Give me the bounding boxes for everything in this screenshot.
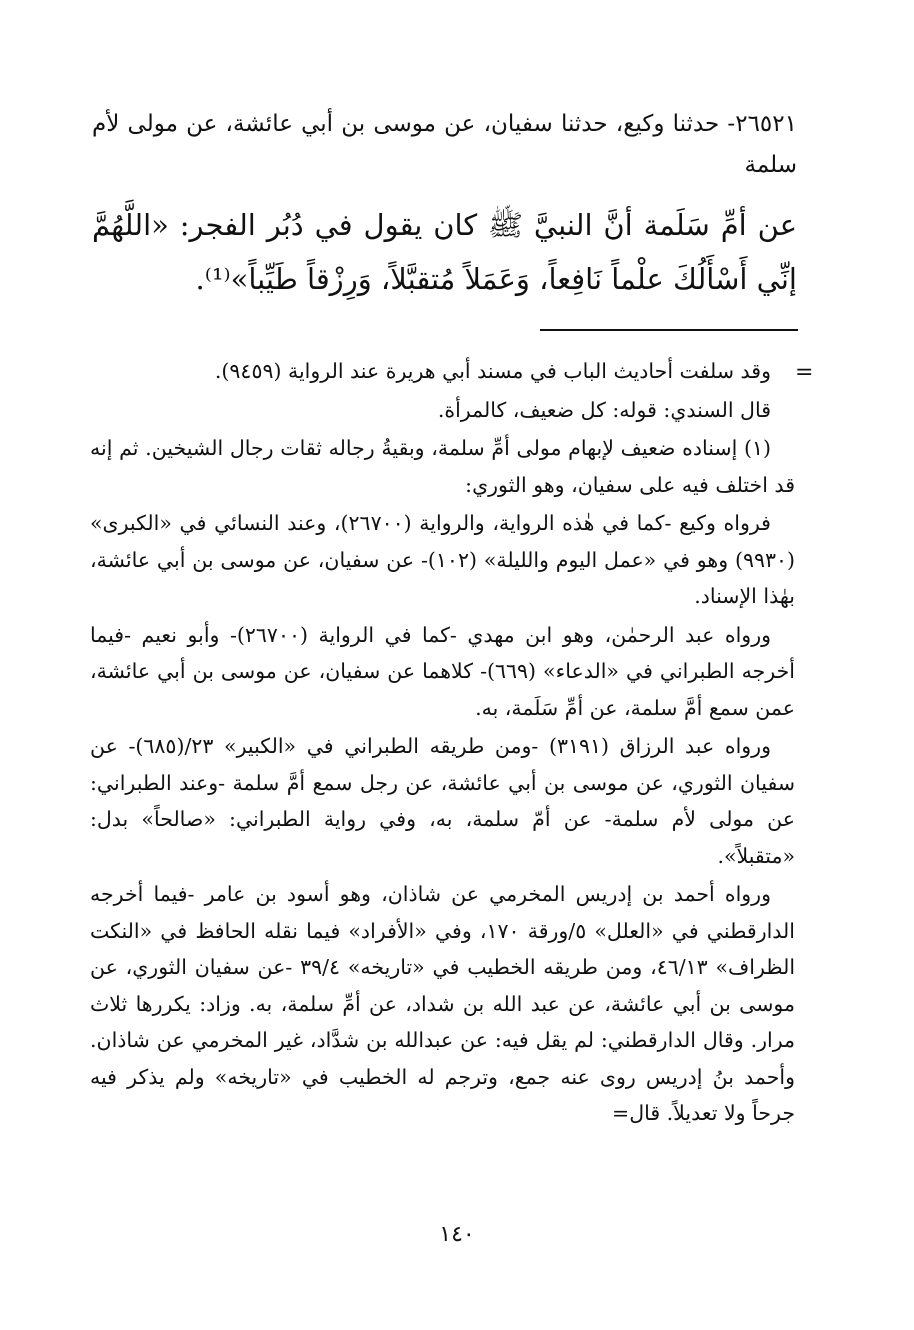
footnote-continuation-mark: = <box>795 360 814 385</box>
footnote-paragraph: ورواه أحمد بن إدريس المخرمي عن شاذان، وهو أسود بن عامر -فيما أخرجه الدارقطني في «العلل» ٥/ورقة ١٧٠، وفي «الأفراد» فيما نقله الحافظ في «النكت الظراف» ٤٦/١٣، ومن طريقه الخطيب في «تاريخه» ٣٩/٤ -عن سفيان الثوري، عن موسى بن أبي عائشة، عن عبد الله بن شداد، عن أمِّ سلمة، به. وزاد: يكررها ثلاث مرار. وقال الدارقطني: لم يقل فيه: عن عبدالله بن شدَّاد، غير المخرمي عن شاذان. وأحمد بنُ إدريس روى عنه جمع، وترجم له الخطيب في «تاريخه» ولم يذكر فيه جرحاً ولا تعديلاً. قال= <box>90 882 796 1125</box>
footnote-paragraph: وقد سلفت أحاديث الباب في مسند أبي هريرة عند الرواية (٩٤٥٩). <box>214 359 771 383</box>
hadith-matn-text: عن أمِّ سَلَمة أنَّ النبيَّ ﷺ كان يقول في دُبُر الفجر: «اللَّهُمَّ إنِّي أَسْأَلُكَ علْماً نَافِعاً، وَعَمَلاً مُتقبَّلاً، وَرِزْقاً طَيِّباً»⁽¹⁾. <box>92 208 797 296</box>
page-number: ١٤٠ <box>439 1222 475 1247</box>
footnote-paragraph: ورواه عبد الرحمٰن، وهو ابن مهدي -كما في الرواية (٢٦٧٠٠)- وأبو نعيم -فيما أخرجه الطبراني في «الدعاء» (٦٦٩)- كلاهما عن سفيان، عن موسى بن أبي عائشة، عمن سمع أمَّ سلمة، عن أمِّ سَلَمة، به. <box>90 622 795 720</box>
footnote-paragraph: (١) إسناده ضعيف لإبهام مولى أمِّ سلمة، وبقيةُ رجاله ثقات رجال الشيخين. ثم إنه قد اختلف فيه على سفيان، وهو الثوري: <box>90 436 795 497</box>
footnote-paragraph: قال السندي: قوله: كل ضعيف، كالمرأة. <box>437 397 771 422</box>
hadith-chain-text: ٢٦٥٢١- حدثنا وكيع، حدثنا سفيان، عن موسى بن أبي عائشة، عن مولى لأم سلمة <box>92 111 797 178</box>
footnote-divider <box>540 329 798 331</box>
footnote-paragraph: ورواه عبد الرزاق (٣١٩١) -ومن طريقه الطبراني في «الكبير» ٢٣/(٦٨٥)- عن سفيان الثوري، عن موسى بن أبي عائشة، عن رجل سمع أمَّ سلمة -وعند الطبراني: عن مولى لأم سلمة- عن أمّ سلمة، به، وفي رواية الطبراني: «صالحاً» بدل: «متقبلاً». <box>90 734 795 868</box>
footnote-paragraph: فرواه وكيع -كما في هٰذه الرواية، والرواية (٢٦٧٠٠)، وعند النسائي في «الكبرى» (٩٩٣٠) وهو في «عمل اليوم والليلة» (١٠٢)- عن سفيان، عن موسى بن أبي عائشة، بهٰذا الإسناد. <box>90 511 795 608</box>
footnotes-section <box>90 353 795 1134</box>
